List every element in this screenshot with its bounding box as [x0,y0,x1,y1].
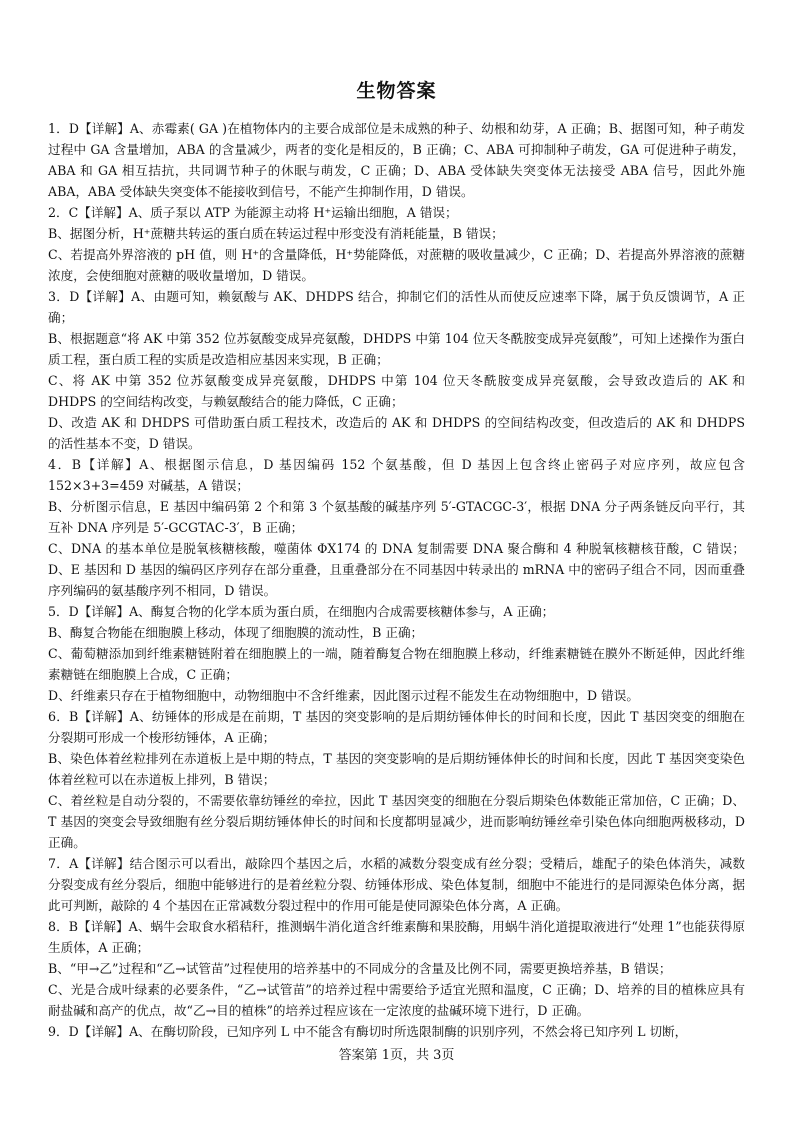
answer-paragraph: C、DNA 的基本单位是脱氧核糖核酸，噬菌体 ΦX174 的 DNA 复制需要 DNA 聚合酶和 4 种脱氧核糖核苷酸，C 错误；D、E 基因和 D 基因的编码区序列存在部分重叠，且重叠部分在不同基因中转录出的 mRNA 中的密码子组合不同，因而重叠序列编码的氨基酸序列不相同，D 错误。 [48,541,745,598]
answer-paragraph: B、根据题意“将 AK 中第 352 位苏氨酸变成异亮氨酸，DHDPS 中第 104 位天冬酰胺变成异亮氨酸”，可知上述操作为蛋白质工程，蛋白质工程的实质是改造相应基因来实现，B 正确； [48,331,745,367]
answer-paragraph: 9．D【详解】A、在酶切阶段，已知序列 L 中不能含有酶切时所选限制酶的识别序列，不然会将已知序列 L 切断， [48,1024,688,1039]
answer-paragraph: 3．D【详解】A、由题可知，赖氨酸与 AK、DHDPS 结合，抑制它们的活性从而使反应速率下降，属于负反馈调节，A 正确； [48,289,745,325]
answer-paragraph: 8．B【详解】A、蜗牛会取食水稻秸秆，推测蜗牛消化道含纤维素酶和果胶酶，用蜗牛消化道提取液进行“处理 1”也能获得原生质体，A 正确； [48,919,745,955]
answer-paragraph: 4．B【详解】A、根据图示信息，D 基因编码 152 个氨基酸，但 D 基因上包含终止密码子对应序列，故应包含 152×3+3=459 对碱基，A 错误； [48,457,745,493]
answer-paragraph: D、改造 AK 和 DHDPS 可借助蛋白质工程技术，改造后的 AK 和 DHDPS 的空间结构改变，但改造后的 AK 和 DHDPS 的活性基本不变，D 错误。 [48,415,745,451]
page-title: 生物答案 [356,80,437,102]
answer-paragraph: C、将 AK 中第 352 位苏氨酸变成异亮氨酸，DHDPS 中第 104 位天冬酰胺变成异亮氨酸，会导致改造后的 AK 和 DHDPS 的空间结构改变，与赖氨酸结合的能力降低，C 正确； [48,373,745,409]
answer-paragraph: B、分析图示信息，E 基因中编码第 2 个和第 3 个氨基酸的碱基序列 5′-GTACGC-3′，根据 DNA 分子两条链反向平行，其互补 DNA 序列是 5′-GCGTAC-3′，B 正确； [48,499,745,535]
answer-paragraph: D、纤维素只存在于植物细胞中，动物细胞中不含纤维素，因此图示过程不能发生在动物细胞中，D 错误。 [48,688,639,703]
answer-paragraph: 2．C【详解】A、质子泵以 ATP 为能源主动将 H⁺运输出细胞，A 错误； [48,205,458,220]
answer-paragraph: 5．D【详解】A、酶复合物的化学本质为蛋白质，在细胞内合成需要核糖体参与，A 正确； [48,604,555,619]
answer-paragraph: B、据图分析，H⁺蔗糖共转运的蛋白质在转运过程中形变没有消耗能量，B 错误； [48,226,504,241]
answer-paragraph: B、酶复合物能在细胞膜上移动，体现了细胞膜的流动性，B 正确； [48,625,424,640]
answer-paragraph: B、“甲→乙”过程和“乙→试管苗”过程使用的培养基中的不同成分的含量及比例不同，需要更换培养基，B 错误； [48,961,672,976]
answer-paragraph: C、光是合成叶绿素的必要条件，“乙→试管苗”的培养过程中需要给予适宜光照和温度，C 正确；D、培养的目的植株应具有耐盐碱和高产的优点，故“乙→目的植株”的培养过程应该在一定浓度的盐碱环境下进行，D 正确。 [48,982,745,1018]
answer-paragraph: B、染色体着丝粒排列在赤道板上是中期的特点，T 基因的突变影响的是后期纺锤体伸长的时间和长度，因此 T 基因突变染色体着丝粒可以在赤道板上排列，B 错误； [48,751,745,787]
answer-paragraph: C、着丝粒是自动分裂的，不需要依靠纺锤丝的牵拉，因此 T 基因突变的细胞在分裂后期染色体数能正常加倍，C 正确；D、T 基因的突变会导致细胞有丝分裂后期纺锤体伸长的时间和长度都明显减少，进而影响纺锤丝牵引染色体向细胞两极移动，D 正确。 [48,793,745,850]
answer-paragraph: 7．A【详解】结合图示可以看出，敲除四个基因之后，水稻的减数分裂变成有丝分裂；受精后，雄配子的染色体消失，减数分裂变成有丝分裂后，细胞中能够进行的是着丝粒分裂、纺锤体形成、染色体复制，细胞中不能进行的是同源染色体分离，据此可判断，敲除的 4 个基因在正常减数分裂过程中的作用可能是使同源染色体分离，A 正确。 [48,856,745,913]
answer-paragraph: C、葡萄糖添加到纤维素糖链附着在细胞膜上的一端，随着酶复合物在细胞膜上移动，纤维素糖链在膜外不断延伸，因此纤维素糖链在细胞膜上合成，C 正确； [48,646,745,682]
answer-paragraph: 1．D【详解】A、赤霉素( GA )在植物体内的主要合成部位是未成熟的种子、幼根和幼芽，A 正确；B、据图可知，种子萌发过程中 GA 含量增加，ABA 的含量减少，两者的变化是相反的，B 正确；C、ABA 可抑制种子萌发，GA 可促进种子萌发，ABA 和 GA 相互拮抗，共同调节种子的休眠与萌发，C 正确；D、ABA 受体缺失突变体无法接受 ABA 信号，因此外施 ABA，ABA 受体缺失突变体不能接收到信号，不能产生抑制作用，D 错误。 [48,121,745,199]
page-footer: 答案第 1页，共 3页 [338,1048,455,1063]
answer-paragraph: 6．B【详解】A、纺锤体的形成是在前期，T 基因的突变影响的是后期纺锤体伸长的时间和长度，因此 T 基因突变的细胞在分裂期可形成一个梭形纺锤体，A 正确； [48,709,745,745]
answer-paragraph: C、若提高外界溶液的 pH 值，则 H⁺的含量降低，H⁺势能降低，对蔗糖的吸收量减少，C 正确；D、若提高外界溶液的蔗糖浓度，会使细胞对蔗糖的吸收量增加，D 错误。 [48,247,745,283]
answer-body [48,118,745,1042]
